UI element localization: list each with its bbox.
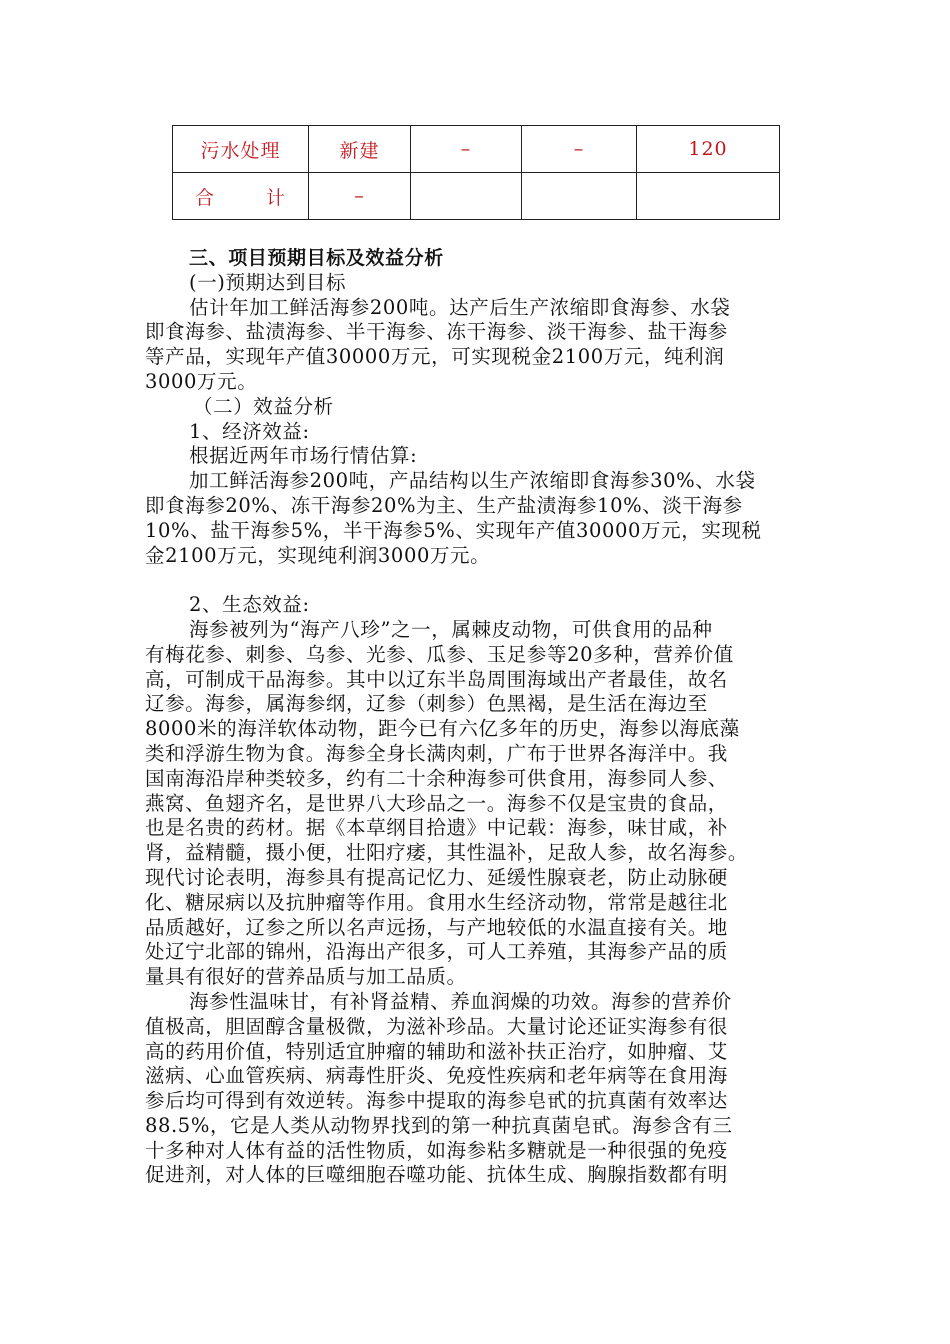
section-heading: 三、项目预期目标及效益分析: [189, 247, 444, 269]
text-line: 值极高，胆固醇含量极微，为滋补珍品。大量讨论还证实海参有很: [145, 1014, 728, 1038]
text-line: 参后均可得到有效逆转。海参中提取的海参皂甙的抗真菌有效率达: [145, 1089, 728, 1113]
text-line: 国南海沿岸种类较多，约有二十余种海参可供食用，海参同人参、: [145, 766, 728, 790]
table-cell: 污水处理: [173, 126, 309, 173]
text-line: 3000万元。: [145, 369, 258, 393]
total-label-cell: [173, 173, 309, 220]
text-line: 也是名贵的药材。据《本草纲目拾遗》中记载：海参，味甘咸，补: [145, 816, 728, 840]
text-line: 海参被列为“海产八珍”之一，属棘皮动物，可供食用的品种: [189, 617, 713, 641]
table-cell: –: [411, 126, 522, 173]
text-line: 滋病、心血管疾病、病毒性肝炎、免疫性疾病和老年病等在食用海: [145, 1064, 728, 1088]
paragraph: [145, 469, 810, 568]
total-label-char: 计: [265, 186, 286, 209]
text-line: 88.5%，它是人类从动物界找到的第一种抗真菌皂甙。海参含有三: [145, 1113, 733, 1137]
text-line: 估计年加工鲜活海参200吨。达产后生产浓缩即食海参、水袋: [189, 295, 731, 319]
table-cell: –: [522, 126, 637, 173]
item-title: 2、生态效益:: [189, 593, 310, 617]
text-line: 即食海参20%、冻干海参20%为主、生产盐渍海参10%、淡干海参: [145, 493, 743, 517]
text-line: 加工鲜活海参200吨，产品结构以生产浓缩即食海参30%、水袋: [189, 469, 756, 493]
text-line: 辽参。海参，属海参纲，辽参（刺参）色黑褐，是生活在海边至: [145, 692, 708, 716]
table-cell: 120: [637, 126, 780, 173]
table-cell: [637, 173, 780, 220]
text-line: 高，可制成干品海参。其中以辽东半岛周围海域出产者最佳，故名: [145, 667, 728, 691]
text-line: 促进剂，对人体的巨噬细胞吞噬功能、抗体生成、胸腺指数都有明: [145, 1163, 728, 1187]
text-line: 现代讨论表明，海参具有提高记忆力、延缓性腺衰老，防止动脉硬: [145, 865, 728, 889]
table-row: [173, 173, 780, 220]
paragraph: [145, 296, 810, 395]
item-title: 1、经济效益:: [189, 419, 310, 443]
text-line: 根据近两年市场行情估算:: [189, 444, 418, 468]
table-cell: [411, 173, 522, 220]
paragraph: [145, 618, 810, 990]
text-line: 量具有很好的营养品质与加工品质。: [145, 965, 467, 989]
table-cell: 新建: [309, 126, 411, 173]
text-line: 金2100万元，实现纯利润3000万元。: [145, 543, 491, 567]
text-line: 即食海参、盐渍海参、半干海参、冻干海参、淡干海参、盐干海参: [145, 320, 728, 344]
subsection-title: （二）效益分析: [193, 394, 334, 418]
text-line: 类和浮游生物为食。海参全身长满肉刺，广布于世界各海洋中。我: [145, 741, 728, 765]
text-line: 8000米的海洋软体动物，距今已有六亿多年的历史，海参以海底藻: [145, 717, 740, 741]
body-text: [145, 246, 810, 1188]
text-line: 燕窝、鱼翅齐名，是世界八大珍品之一。海参不仅是宝贵的食品，: [145, 791, 728, 815]
subsection-title: (一)预期达到目标: [189, 270, 347, 294]
text-line: 等产品，实现年产值30000万元，可实现税金2100万元，纯利润: [145, 345, 725, 369]
cost-table: [172, 125, 780, 220]
text-line: 10%、盐干海参5%，半干海参5%、实现年产值30000万元，实现税: [145, 518, 762, 542]
text-line: 高的药用价值，特别适宜肿瘤的辅助和滋补扶正治疗，如肿瘤、艾: [145, 1039, 728, 1063]
text-line: 化、糖尿病以及抗肿瘤等作用。食用水生经济动物，常常是越往北: [145, 890, 728, 914]
total-label-char: 合: [195, 186, 216, 209]
text-line: 海参性温味甘，有补肾益精、养血润燥的功效。海参的营养价: [189, 989, 732, 1013]
text-line: 十多种对人体有益的活性物质，如海参粘多糖就是一种很强的免疫: [145, 1138, 728, 1162]
spacer: [145, 568, 810, 593]
table-cell: [522, 173, 637, 220]
paragraph: [145, 990, 810, 1188]
text-line: 处辽宁北部的锦州，沿海出产很多，可人工养殖，其海参产品的质: [145, 940, 728, 964]
table-row: [173, 126, 780, 173]
text-line: 有梅花参、刺参、乌参、光参、瓜参、玉足参等20多种，营养价值: [145, 642, 734, 666]
table-cell: –: [309, 173, 411, 220]
text-line: 品质越好，辽参之所以名声远扬，与产地较低的水温直接有关。地: [145, 915, 728, 939]
text-line: 肾，益精髓，摄小便，壮阳疗痿，其性温补，足敌人参，故名海参。: [145, 841, 749, 865]
